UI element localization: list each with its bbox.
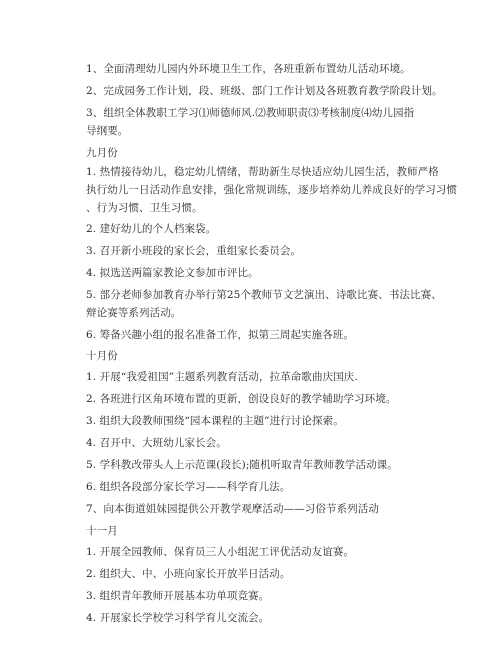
plan-item-1: 1、全面清理幼儿园内外环境卫生工作，各班重新布置幼儿活动环境。	[86, 63, 411, 75]
october-item-4: 4. 召开中、大班幼儿家长会。	[86, 437, 227, 449]
september-item-5-line-1: 5. 部分老师参加教育办举行第25个教师节文艺演出、诗歌比赛、书法比赛、	[86, 289, 442, 301]
section-heading-september: 九月份	[86, 147, 118, 159]
november-item-4: 4. 开展家长学校学习科学育儿交流会。	[86, 612, 270, 624]
september-item-1-line-2: 执行幼儿一日活动作息安排，强化常规训练，逐步培养幼儿养成良好的学习习惯	[86, 184, 457, 196]
november-item-3: 3. 组织青年教师开展基本功单项竞赛。	[86, 590, 270, 602]
september-item-3: 3. 召开新小班段的家长会，重组家长委员会。	[86, 245, 302, 257]
plan-item-3-line-1: 3、组织全体教职工学习⑴师德师风.⑵教师职责⑶考核制度⑷幼儿园指	[86, 107, 415, 119]
plan-item-3-line-2: 导纲要。	[86, 125, 129, 137]
november-item-2: 2. 组织大、中、小班向家长开放半日活动。	[86, 568, 291, 580]
september-item-1-line-1: 1. 热情接待幼儿，稳定幼儿情绪，帮助新生尽快适应幼儿园生活，教师严格	[86, 166, 439, 178]
section-heading-november: 十一月	[86, 525, 118, 537]
october-item-1: 1. 开展“我爱祖国”主题系列教育活动，拉革命歌曲庆国庆.	[86, 371, 358, 383]
october-item-7: 7、向本街道姐妹园提供公开教学观摩活动——习俗节系列活动	[86, 503, 379, 515]
october-item-6: 6. 组织各段部分家长学习——科学育儿法。	[86, 481, 291, 493]
october-item-5: 5. 学科教改带头人上示范课(段长);随机听取青年教师教学活动课。	[86, 459, 398, 471]
september-item-4: 4. 拟选送两篇家教论文参加市评比。	[86, 267, 259, 279]
september-item-6: 6. 筹备兴趣小组的报名准备工作，拟第三周起实施各班。	[86, 329, 355, 341]
section-heading-october: 十月份	[86, 350, 118, 362]
september-item-2: 2. 建好幼儿的个人档案袋。	[86, 223, 217, 235]
november-item-1: 1. 开展全园教师、保育员三人小组泥工评优活动友谊赛。	[86, 546, 355, 558]
plan-item-2: 2、完成园务工作计划，段、班级、部门工作计划及各班教育教学阶段计划。	[86, 85, 443, 97]
october-item-2: 2. 各班进行区角环境布置的更新，创设良好的教学辅助学习环境。	[86, 393, 397, 405]
october-item-3: 3. 组织大段教师围绕“园本课程的主题”进行讨论探索。	[86, 415, 344, 427]
september-item-5-line-2: 辩论赛等系列活动。	[86, 307, 182, 319]
september-item-1-line-3: 、行为习惯、卫生习惯。	[86, 202, 203, 214]
